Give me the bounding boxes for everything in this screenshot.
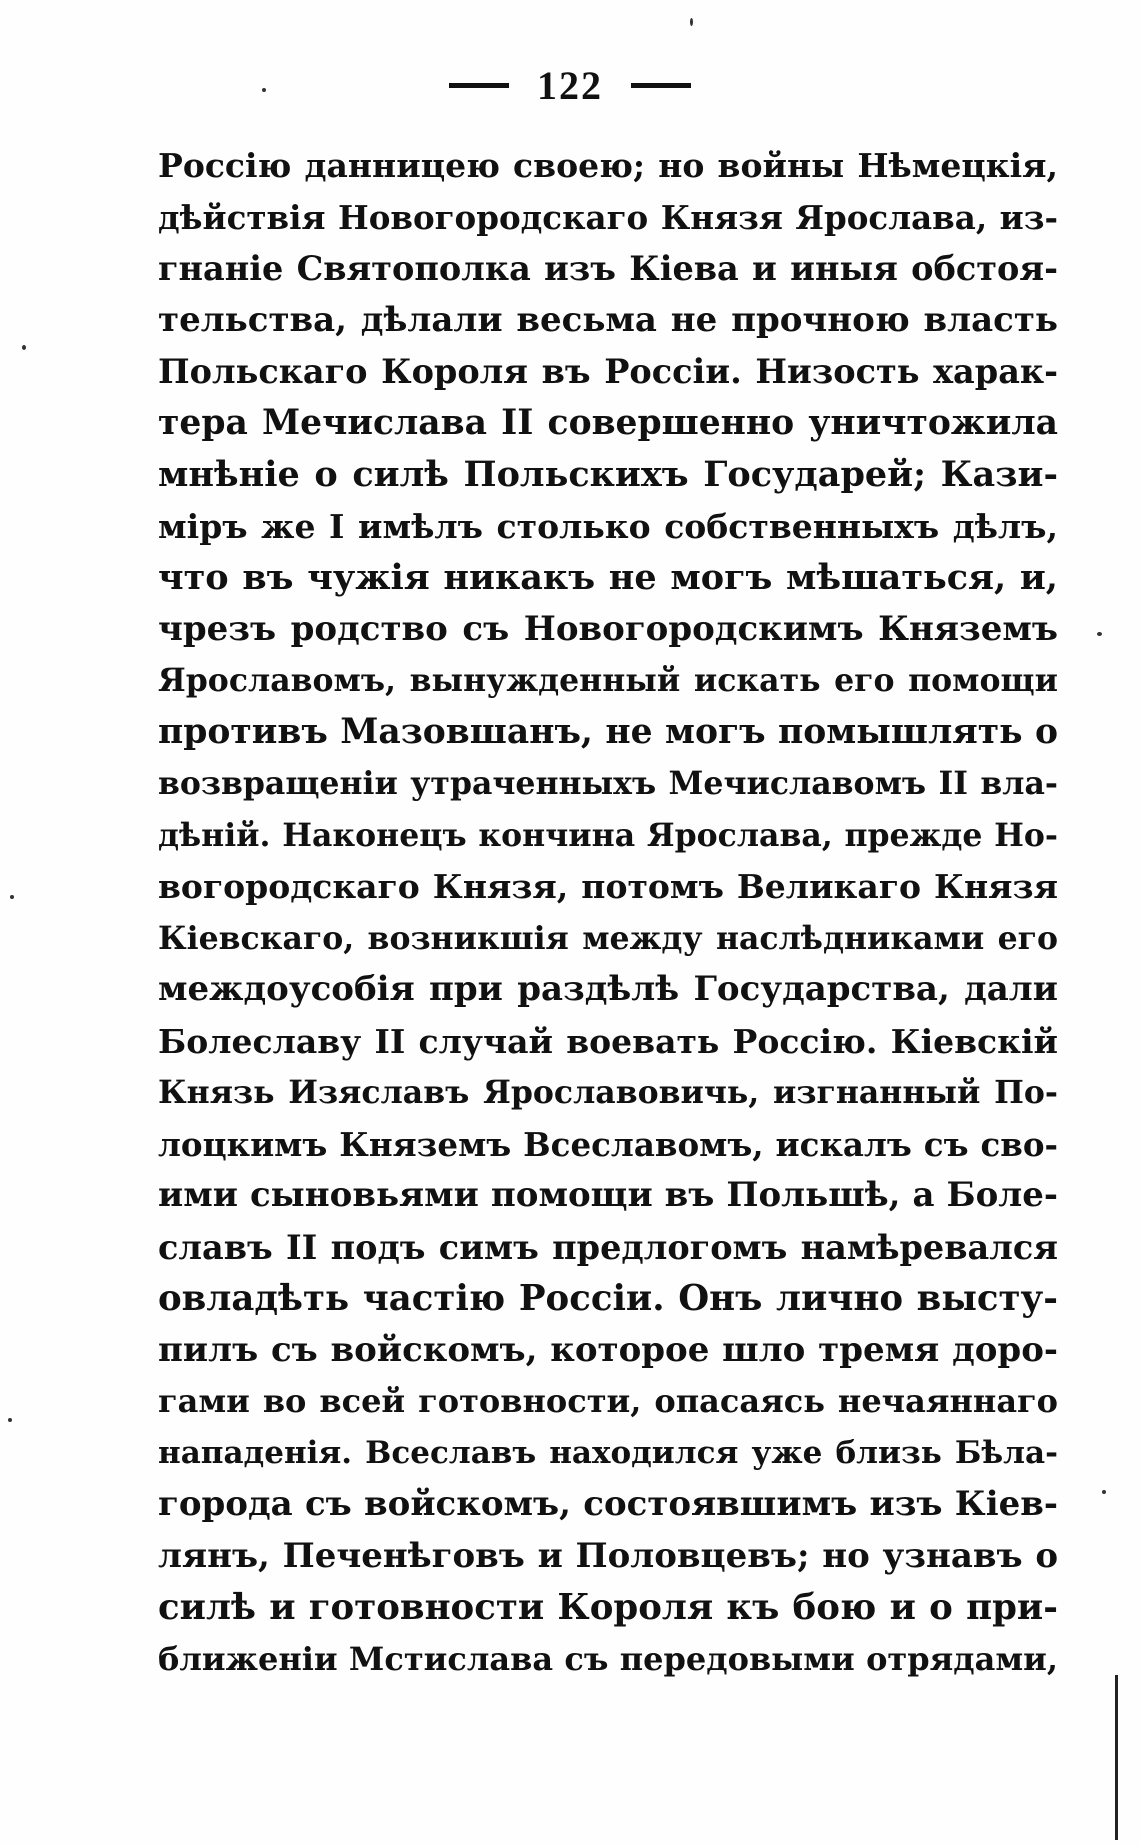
- page-edge-line: [1115, 1675, 1118, 1840]
- text-line: гнаніе Святополка изъ Кіева и иныя обстоя-: [158, 249, 1058, 288]
- text-line: тельства, дѣлали весьма не прочною власть: [158, 299, 1058, 340]
- scan-speck: [22, 345, 26, 350]
- text-line: мнѣніе о силѣ Польскихъ Государей; Кази-: [158, 454, 1058, 495]
- scan-speck: [262, 88, 266, 92]
- text-line: междоусобія при раздѣлѣ Государства, дали: [158, 969, 1058, 1009]
- text-line: лянъ, Печенѣговъ и Половцевъ; но узнавъ о: [158, 1535, 1058, 1576]
- text-line: противъ Мазовшанъ, не могъ помышлять о: [158, 711, 1058, 752]
- page-number: 122: [537, 62, 603, 108]
- header-dash-left: [449, 83, 509, 88]
- text-line: нападенія. Всеславъ находился уже близь Бѣла-: [158, 1434, 1058, 1471]
- text-line: возвращеніи утраченныхъ Мечиславомъ II вла-: [158, 765, 1058, 802]
- scan-speck: [1097, 632, 1102, 636]
- text-line: Кіевскаго, возникшія между наслѣдниками его: [158, 919, 1058, 957]
- text-line: ближеніи Мстислава съ передовыми отрядами,: [158, 1639, 1058, 1678]
- scan-speck: [8, 1418, 12, 1422]
- text-line: дѣйствія Новогородскаго Князя Ярослава, из-: [158, 197, 1058, 237]
- text-line: силѣ и готовности Короля къ бою и о при-: [158, 1587, 1058, 1628]
- text-line: гами во всей готовности, опасаясь нечаяннаго: [158, 1382, 1058, 1420]
- text-line: тера Мечислава II совершенно уничтожила: [158, 402, 1058, 443]
- header-dash-right: [631, 83, 691, 88]
- text-line: міръ же I имѣлъ столько собственныхъ дѣлъ,: [158, 506, 1058, 546]
- scan-speck: [10, 895, 14, 899]
- page-header: [0, 52, 1140, 112]
- text-line: дѣній. Наконецъ кончина Ярослава, прежде Но-: [158, 816, 1058, 854]
- text-line: лоцкимъ Княземъ Всеславомъ, искалъ съ сво-: [158, 1124, 1058, 1164]
- text-line: пилъ съ войскомъ, которое шло тремя доро-: [158, 1329, 1058, 1370]
- text-line: овладѣть частію Россіи. Онъ лично высту-: [158, 1278, 1058, 1319]
- scan-speck: [1102, 1490, 1106, 1494]
- text-line: Болеславу II случай воевать Россію. Кіевскій: [158, 1021, 1058, 1061]
- text-line: чрезъ родство съ Новогородскимъ Княземъ: [158, 608, 1058, 649]
- scan-speck: [690, 18, 693, 26]
- text-line: Россію данницею своею; но войны Нѣмецкія,: [158, 146, 1058, 185]
- body-text: [158, 140, 1058, 1685]
- text-line: Ярославомъ, вынужденный искать его помощи: [158, 662, 1058, 699]
- text-line: Князь Изяславъ Ярославовичь, изгнанный По-: [158, 1074, 1058, 1111]
- text-line: ими сыновьями помощи въ Польшѣ, а Боле-: [158, 1175, 1058, 1215]
- text-line: вогородскаго Князя, потомъ Великаго Князя: [158, 867, 1058, 906]
- text-line: Польскаго Короля въ Россіи. Низость харак-: [158, 352, 1058, 391]
- text-line: города съ войскомъ, состоявшимъ изъ Кіев-: [158, 1484, 1058, 1524]
- text-line: что въ чужія никакъ не могъ мѣшаться, и,: [158, 557, 1058, 598]
- text-line: славъ II подъ симъ предлогомъ намѣревался: [158, 1227, 1058, 1267]
